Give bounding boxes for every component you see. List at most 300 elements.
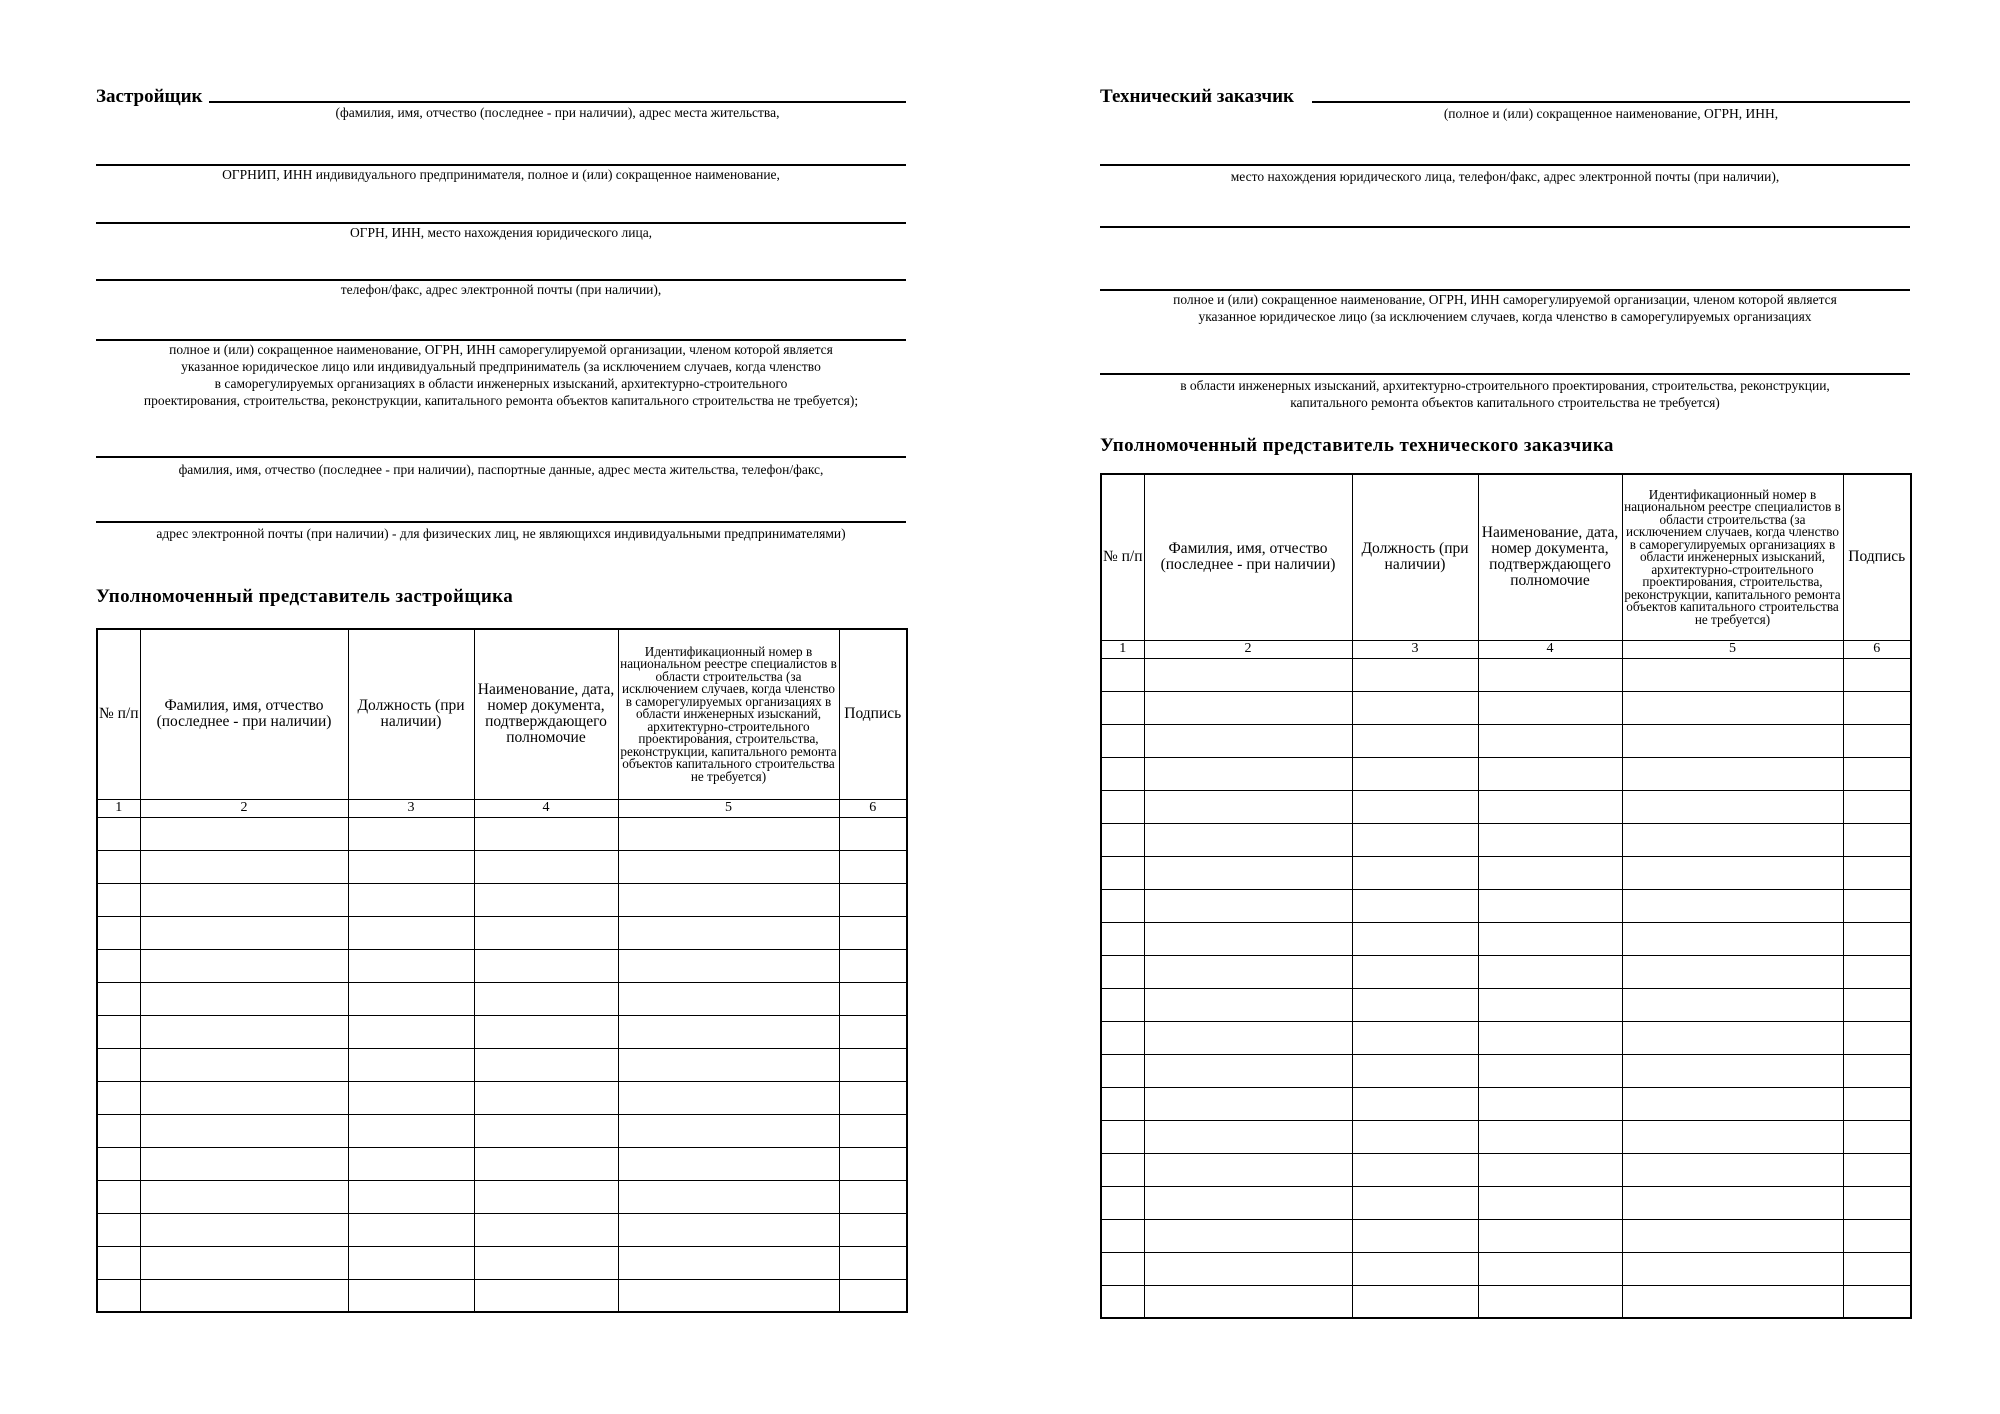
table-cell[interactable] (1478, 1021, 1622, 1054)
table-cell[interactable] (1843, 757, 1911, 790)
table-cell[interactable] (1144, 1120, 1352, 1153)
table-cell[interactable] (1352, 1285, 1478, 1318)
col-header-registry-id: Идентификационный номер в национальном реестре специалистов в области строительства (за исключением случаев, когда членство в саморегулируемых организациях в области инженерных изысканий, архитектурно-строительного проектирования, строительства, реконструкции, капитального ремонта объектов капитального строительства не требуется) (618, 629, 839, 799)
table-cell[interactable] (1144, 724, 1352, 757)
table-cell[interactable] (474, 1147, 618, 1180)
col-header-name: Фамилия, имя, отчество (последнее - при наличии) (1144, 474, 1352, 640)
table-cell[interactable] (348, 982, 474, 1015)
customer-title: Технический заказчик (1100, 86, 1294, 107)
table-cell[interactable] (1622, 691, 1843, 724)
field-caption: проектирования, строительства, реконструкции, капитального ремонта объектов капитального строительства не требуется); (143, 393, 859, 408)
table-cell[interactable] (1144, 1252, 1352, 1285)
col-header-position: Должность (при наличии) (348, 629, 474, 799)
table-row (1101, 724, 1911, 757)
table-cell[interactable] (618, 949, 839, 982)
table-cell[interactable] (1843, 790, 1911, 823)
table-cell[interactable] (618, 1180, 839, 1213)
table-cell[interactable] (1352, 691, 1478, 724)
table-cell[interactable] (1622, 1285, 1843, 1318)
table-cell[interactable] (1622, 988, 1843, 1021)
table-cell[interactable] (348, 1048, 474, 1081)
table-cell[interactable] (1144, 1054, 1352, 1087)
table-cell[interactable] (618, 883, 839, 916)
table-row (1101, 823, 1911, 856)
table-row (1101, 658, 1911, 691)
table-cell[interactable] (1478, 1186, 1622, 1219)
table-row (97, 949, 907, 982)
table-cell[interactable] (97, 1279, 140, 1312)
table-cell[interactable] (140, 916, 348, 949)
table-cell[interactable] (474, 1279, 618, 1312)
table-cell[interactable] (1478, 955, 1622, 988)
table-cell[interactable] (1101, 790, 1144, 823)
table-cell[interactable] (1352, 1054, 1478, 1087)
table-cell[interactable] (1478, 1054, 1622, 1087)
table-cell[interactable] (1352, 823, 1478, 856)
table-cell[interactable] (140, 1147, 348, 1180)
table-cell[interactable] (1478, 691, 1622, 724)
table-cell[interactable] (1843, 988, 1911, 1021)
table-cell[interactable] (474, 1180, 618, 1213)
table-cell[interactable] (1144, 790, 1352, 823)
table-cell[interactable] (1843, 658, 1911, 691)
table-cell[interactable] (140, 1081, 348, 1114)
col-number: 5 (1622, 640, 1843, 658)
table-cell[interactable] (348, 1147, 474, 1180)
table-cell[interactable] (97, 1147, 140, 1180)
table-cell[interactable] (348, 850, 474, 883)
table-cell[interactable] (1622, 658, 1843, 691)
table-cell[interactable] (97, 1213, 140, 1246)
col-number: 1 (1101, 640, 1144, 658)
table-row (1101, 1186, 1911, 1219)
table-cell[interactable] (1101, 1054, 1144, 1087)
table-cell[interactable] (1843, 1087, 1911, 1120)
table-cell[interactable] (348, 949, 474, 982)
table-cell[interactable] (1622, 922, 1843, 955)
fill-line[interactable] (1100, 226, 1910, 228)
field-caption: ОГРНИП, ИНН индивидуального предпринимателя, полное и (или) сокращенное наименование, (222, 167, 780, 182)
table-cell[interactable] (839, 1246, 907, 1279)
table-cell[interactable] (1622, 955, 1843, 988)
table-cell[interactable] (1843, 955, 1911, 988)
table-cell[interactable] (474, 1048, 618, 1081)
table-cell[interactable] (1352, 1153, 1478, 1186)
table-cell[interactable] (1352, 1186, 1478, 1219)
table-row (97, 1081, 907, 1114)
table-cell[interactable] (1352, 658, 1478, 691)
table-cell[interactable] (348, 1213, 474, 1246)
table-cell[interactable] (1843, 1252, 1911, 1285)
col-number: 6 (839, 799, 907, 817)
table-cell[interactable] (618, 1246, 839, 1279)
table-cell[interactable] (1622, 1219, 1843, 1252)
field-caption: указанное юридическое лицо (за исключением случаев, когда членство в саморегулируемых организациях (1198, 309, 1812, 324)
table-cell[interactable] (1144, 1087, 1352, 1120)
table-cell[interactable] (1622, 1120, 1843, 1153)
field-caption: адрес электронной почты (при наличии) - для физических лиц, не являющихся индивидуальными предпринимателями) (156, 526, 846, 541)
table-cell[interactable] (140, 850, 348, 883)
table-cell[interactable] (140, 1048, 348, 1081)
table-cell[interactable] (1843, 823, 1911, 856)
table-cell[interactable] (1101, 1120, 1144, 1153)
table-cell[interactable] (140, 817, 348, 850)
table-cell[interactable] (1478, 1252, 1622, 1285)
table-cell[interactable] (618, 982, 839, 1015)
table-cell[interactable] (1101, 1087, 1144, 1120)
table-cell[interactable] (97, 1246, 140, 1279)
field-caption: полное и (или) сокращенное наименование, ОГРН, ИНН саморегулируемой организации, членом которой является (169, 342, 833, 357)
table-cell[interactable] (1101, 691, 1144, 724)
col-header-signature: Подпись (1843, 474, 1911, 640)
col-number: 3 (348, 799, 474, 817)
table-row (1101, 1120, 1911, 1153)
table-cell[interactable] (1144, 757, 1352, 790)
table-row (1101, 889, 1911, 922)
table-cell[interactable] (348, 1081, 474, 1114)
table-cell[interactable] (1843, 1120, 1911, 1153)
table-cell[interactable] (1478, 1285, 1622, 1318)
field-caption: фамилия, имя, отчество (последнее - при наличии), паспортные данные, адрес места жительства, телефон/факс, (178, 462, 824, 477)
table-cell[interactable] (474, 916, 618, 949)
table-cell[interactable] (1622, 1087, 1843, 1120)
table-body (1101, 658, 1911, 1318)
col-number: 3 (1352, 640, 1478, 658)
table-row (97, 1147, 907, 1180)
field-caption: (полное и (или) сокращенное наименование, ОГРН, ИНН, (1443, 106, 1779, 121)
table-row (1101, 1087, 1911, 1120)
table-row (1101, 1054, 1911, 1087)
table-cell[interactable] (839, 1279, 907, 1312)
table-cell[interactable] (97, 949, 140, 982)
table-cell[interactable] (839, 1048, 907, 1081)
table-cell[interactable] (1101, 922, 1144, 955)
table-cell[interactable] (474, 850, 618, 883)
table-cell[interactable] (1101, 1252, 1144, 1285)
table-cell[interactable] (1622, 757, 1843, 790)
table-cell[interactable] (839, 817, 907, 850)
table-row (1101, 790, 1911, 823)
table-cell[interactable] (1622, 790, 1843, 823)
table-cell[interactable] (348, 916, 474, 949)
col-number: 1 (97, 799, 140, 817)
table-cell[interactable] (140, 1180, 348, 1213)
table-row (1101, 1219, 1911, 1252)
table-cell[interactable] (1843, 922, 1911, 955)
table-row (1101, 1285, 1911, 1318)
table-cell[interactable] (97, 1114, 140, 1147)
table-cell[interactable] (1843, 1153, 1911, 1186)
customer-name-line[interactable] (1312, 101, 1910, 103)
table-cell[interactable] (1101, 757, 1144, 790)
table-cell[interactable] (97, 1015, 140, 1048)
table-row (97, 850, 907, 883)
table-cell[interactable] (1622, 1021, 1843, 1054)
col-number: 4 (1478, 640, 1622, 658)
table-cell[interactable] (839, 850, 907, 883)
col-number: 4 (474, 799, 618, 817)
table-body (97, 817, 907, 1312)
table-cell[interactable] (140, 1213, 348, 1246)
table-cell[interactable] (1478, 889, 1622, 922)
table-cell[interactable] (97, 850, 140, 883)
col-header-name: Фамилия, имя, отчество (последнее - при наличии) (140, 629, 348, 799)
table-cell[interactable] (1478, 823, 1622, 856)
table-cell[interactable] (1843, 1021, 1911, 1054)
table-cell[interactable] (1352, 955, 1478, 988)
table-cell[interactable] (97, 817, 140, 850)
table-cell[interactable] (1101, 955, 1144, 988)
fill-line[interactable] (1100, 164, 1910, 166)
table-cell[interactable] (140, 1015, 348, 1048)
table-cell[interactable] (839, 1081, 907, 1114)
table-cell[interactable] (1352, 757, 1478, 790)
field-caption: ОГРН, ИНН, место нахождения юридического лица, (349, 225, 653, 240)
table-cell[interactable] (140, 1279, 348, 1312)
table-cell[interactable] (348, 1015, 474, 1048)
table-cell[interactable] (1352, 1021, 1478, 1054)
fill-line[interactable] (96, 456, 906, 458)
table-cell[interactable] (839, 1147, 907, 1180)
table-cell[interactable] (1352, 724, 1478, 757)
field-caption: в области инженерных изысканий, архитектурно-строительного проектирования, строительства, реконструкции, (1180, 378, 1830, 393)
field-caption: указанное юридическое лицо или индивидуальный предприниматель (за исключением случаев, когда членство (181, 359, 821, 374)
table-cell[interactable] (1144, 1186, 1352, 1219)
table-cell[interactable] (474, 1015, 618, 1048)
table-row (1101, 955, 1911, 988)
table-cell[interactable] (1622, 724, 1843, 757)
table-row (97, 916, 907, 949)
table-row (1101, 757, 1911, 790)
table-cell[interactable] (618, 1147, 839, 1180)
table-cell[interactable] (1478, 1120, 1622, 1153)
table-cell[interactable] (1622, 823, 1843, 856)
table-cell[interactable] (97, 1048, 140, 1081)
table-cell[interactable] (839, 1213, 907, 1246)
section-title: Уполномоченный представитель застройщика (96, 586, 514, 607)
table-cell[interactable] (1352, 1120, 1478, 1153)
table-cell[interactable] (1101, 1219, 1144, 1252)
table-cell[interactable] (474, 949, 618, 982)
table-cell[interactable] (1622, 856, 1843, 889)
table-cell[interactable] (97, 1081, 140, 1114)
table-cell[interactable] (1843, 1285, 1911, 1318)
table-row (97, 817, 907, 850)
table-cell[interactable] (1101, 988, 1144, 1021)
table-cell[interactable] (140, 949, 348, 982)
table-cell[interactable] (1101, 856, 1144, 889)
table-row (97, 1114, 907, 1147)
table-cell[interactable] (1101, 1153, 1144, 1186)
table-cell[interactable] (1622, 889, 1843, 922)
col-number: 5 (618, 799, 839, 817)
table-cell[interactable] (1101, 724, 1144, 757)
table-row (1101, 988, 1911, 1021)
table-cell[interactable] (839, 1015, 907, 1048)
table-cell[interactable] (474, 1114, 618, 1147)
field-caption: (фамилия, имя, отчество (последнее - при наличии), адрес места жительства, (335, 105, 780, 120)
table-cell[interactable] (1352, 1219, 1478, 1252)
table-row (1101, 1153, 1911, 1186)
table-cell[interactable] (1352, 1252, 1478, 1285)
table-cell[interactable] (1622, 1153, 1843, 1186)
table-cell[interactable] (618, 1213, 839, 1246)
col-number: 6 (1843, 640, 1911, 658)
table-cell[interactable] (1478, 724, 1622, 757)
table-cell[interactable] (1101, 889, 1144, 922)
table-cell[interactable] (1352, 1087, 1478, 1120)
col-header-number: № п/п (97, 629, 140, 799)
table-cell[interactable] (1622, 1252, 1843, 1285)
table-row (97, 982, 907, 1015)
table-cell[interactable] (1843, 691, 1911, 724)
table-cell[interactable] (618, 817, 839, 850)
table-cell[interactable] (1478, 988, 1622, 1021)
table-cell[interactable] (1144, 1021, 1352, 1054)
table-cell[interactable] (618, 1114, 839, 1147)
table-cell[interactable] (1144, 955, 1352, 988)
table-cell[interactable] (1101, 1285, 1144, 1318)
table-cell[interactable] (1478, 856, 1622, 889)
table-cell[interactable] (1144, 1285, 1352, 1318)
table-cell[interactable] (97, 916, 140, 949)
col-header-document: Наименование, дата, номер документа, подтверждающего полномочие (1478, 474, 1622, 640)
col-number: 2 (140, 799, 348, 817)
table-cell[interactable] (618, 1015, 839, 1048)
table-cell[interactable] (839, 916, 907, 949)
table-cell[interactable] (618, 850, 839, 883)
table-cell[interactable] (1352, 889, 1478, 922)
table-cell[interactable] (140, 982, 348, 1015)
table-cell[interactable] (1843, 724, 1911, 757)
table-cell[interactable] (348, 1180, 474, 1213)
table-cell[interactable] (839, 949, 907, 982)
table-cell[interactable] (1478, 1219, 1622, 1252)
table-cell[interactable] (1478, 1153, 1622, 1186)
table-cell[interactable] (474, 1081, 618, 1114)
table-cell[interactable] (1101, 823, 1144, 856)
table-cell[interactable] (97, 1180, 140, 1213)
table-cell[interactable] (348, 817, 474, 850)
table-cell[interactable] (140, 1114, 348, 1147)
col-header-number: № п/п (1101, 474, 1144, 640)
table-cell[interactable] (474, 1213, 618, 1246)
table-row (97, 1213, 907, 1246)
table-cell[interactable] (1144, 1153, 1352, 1186)
table-cell[interactable] (1843, 889, 1911, 922)
table-cell[interactable] (474, 817, 618, 850)
table-cell[interactable] (1144, 823, 1352, 856)
field-caption: в саморегулируемых организациях в области инженерных изысканий, архитектурно-строительного (214, 376, 788, 391)
table-cell[interactable] (1101, 1186, 1144, 1219)
table-cell[interactable] (1478, 790, 1622, 823)
table-cell[interactable] (1144, 658, 1352, 691)
table-cell[interactable] (140, 883, 348, 916)
field-caption: место нахождения юридического лица, телефон/факс, адрес электронной почты (при наличии), (1230, 169, 1780, 184)
table-cell[interactable] (1478, 757, 1622, 790)
table-cell[interactable] (1144, 691, 1352, 724)
table-cell[interactable] (1478, 922, 1622, 955)
table-cell[interactable] (1843, 1186, 1911, 1219)
col-header-signature: Подпись (839, 629, 907, 799)
table-cell[interactable] (348, 1114, 474, 1147)
developer-name-line[interactable] (209, 101, 906, 103)
table-cell[interactable] (474, 883, 618, 916)
table-cell[interactable] (348, 1279, 474, 1312)
developer-title: Застройщик (96, 86, 203, 107)
table-cell[interactable] (474, 982, 618, 1015)
table-cell[interactable] (1843, 856, 1911, 889)
table-cell[interactable] (1101, 1021, 1144, 1054)
representatives-table (96, 628, 908, 1313)
table-cell[interactable] (839, 1180, 907, 1213)
table-cell[interactable] (1144, 988, 1352, 1021)
table-row (97, 1015, 907, 1048)
table-row (97, 883, 907, 916)
table-row (97, 1180, 907, 1213)
table-cell[interactable] (1144, 856, 1352, 889)
table-row (1101, 691, 1911, 724)
table-row (1101, 856, 1911, 889)
section-title: Уполномоченный представитель технического заказчика (1100, 435, 1614, 456)
table-cell[interactable] (1478, 1087, 1622, 1120)
table-cell[interactable] (348, 1246, 474, 1279)
col-header-document: Наименование, дата, номер документа, подтверждающего полномочие (474, 629, 618, 799)
table-cell[interactable] (348, 883, 474, 916)
table-cell[interactable] (1144, 889, 1352, 922)
representatives-table (1100, 473, 1912, 1319)
table-row (97, 1246, 907, 1279)
table-row (97, 1279, 907, 1312)
table-row (1101, 922, 1911, 955)
table-cell[interactable] (1101, 658, 1144, 691)
table-cell[interactable] (1352, 922, 1478, 955)
table-cell[interactable] (1843, 1054, 1911, 1087)
table-cell[interactable] (618, 1048, 839, 1081)
table-cell[interactable] (1352, 856, 1478, 889)
col-header-registry-id: Идентификационный номер в национальном реестре специалистов в области строительства (за исключением случаев, когда членство в саморегулируемых организациях в области инженерных изысканий, архитектурно-строительного проектирования, строительства, реконструкции, капитального ремонта объектов капитального строительства не требуется) (1622, 474, 1843, 640)
table-row (1101, 1252, 1911, 1285)
table-row (1101, 1021, 1911, 1054)
table-cell[interactable] (140, 1246, 348, 1279)
table-cell[interactable] (1622, 1054, 1843, 1087)
table-cell[interactable] (1352, 790, 1478, 823)
fill-line[interactable] (1100, 373, 1910, 375)
table-cell[interactable] (1622, 1186, 1843, 1219)
table-cell[interactable] (1144, 1219, 1352, 1252)
col-number: 2 (1144, 640, 1352, 658)
field-caption: телефон/факс, адрес электронной почты (при наличии), (340, 282, 662, 297)
table-cell[interactable] (474, 1246, 618, 1279)
table-cell[interactable] (839, 982, 907, 1015)
field-caption: капитального ремонта объектов капитального строительства не требуется) (1290, 395, 1720, 410)
table-cell[interactable] (618, 916, 839, 949)
table-cell[interactable] (839, 883, 907, 916)
table-row (97, 1048, 907, 1081)
table-cell[interactable] (1144, 922, 1352, 955)
col-header-position: Должность (при наличии) (1352, 474, 1478, 640)
field-caption: полное и (или) сокращенное наименование, ОГРН, ИНН саморегулируемой организации, членом которой является (1173, 292, 1837, 307)
table-cell[interactable] (1352, 988, 1478, 1021)
table-cell[interactable] (618, 1279, 839, 1312)
fill-line[interactable] (96, 521, 906, 523)
table-cell[interactable] (1478, 658, 1622, 691)
table-cell[interactable] (839, 1114, 907, 1147)
table-cell[interactable] (97, 883, 140, 916)
table-cell[interactable] (97, 982, 140, 1015)
table-cell[interactable] (618, 1081, 839, 1114)
table-cell[interactable] (1843, 1219, 1911, 1252)
